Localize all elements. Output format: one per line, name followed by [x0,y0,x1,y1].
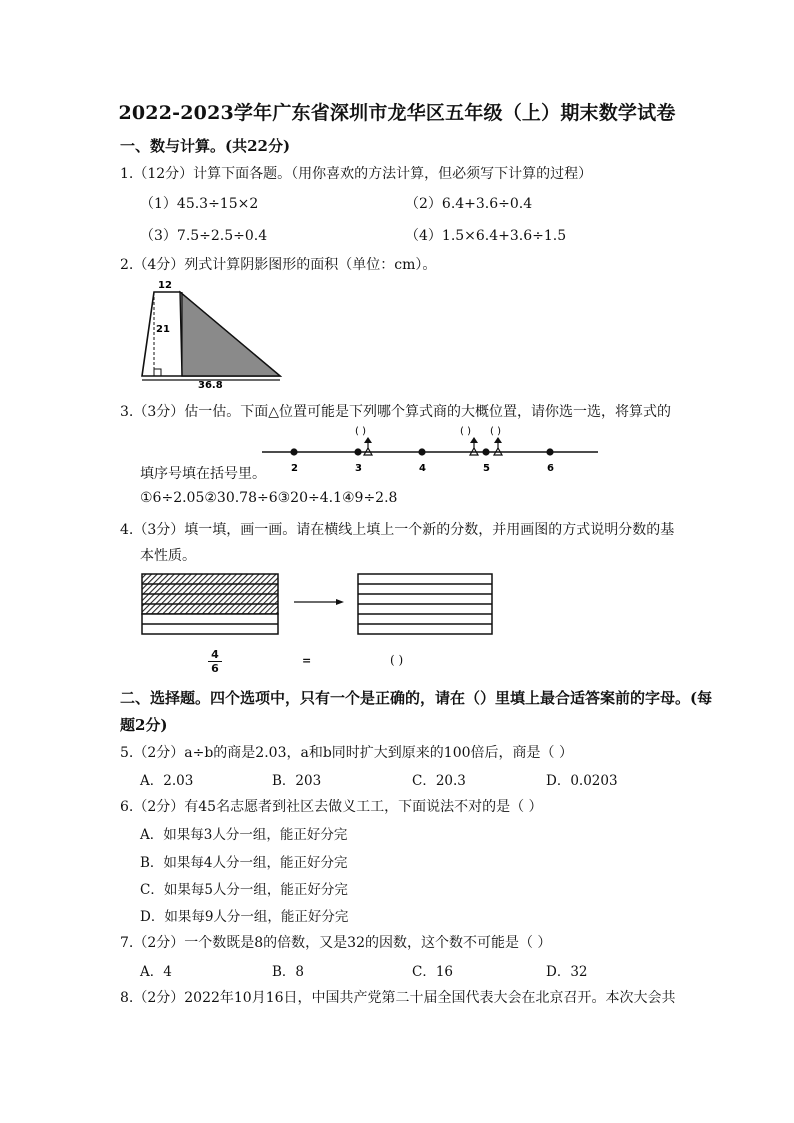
q1-item-3: （3）7.5÷2.5÷0.4 [140,228,268,244]
q6-stem: 6.（2分）有45名志愿者到社区去做义工工，下面说法不对的是（ ） [120,799,543,815]
tick-label-2: 2 [291,463,298,474]
q1-item-4: （4）1.5×6.4+3.6÷1.5 [405,228,567,244]
arrow [294,599,344,605]
left-rectangle [142,574,278,634]
tick-label-4: 4 [419,463,426,474]
q4-stem: 4.（3分）填一填，画一画。请在横线上填上一个新的分数，并用画图的方式说明分数的基 [120,522,675,538]
q5-option-c[interactable]: C．20.3 [412,773,466,789]
section-2-heading: 二、选择题。四个选项中，只有一个是正确的，请在（）里填上最合适答案前的字母。(每 [120,689,713,707]
q5-stem: 5.（2分）a÷b的商是2.03，a和b同时扩大到原来的100倍后，商是（ ） [120,745,573,761]
q7-option-a[interactable]: A．4 [140,964,172,980]
tick-label-3: 3 [355,463,362,474]
q5-option-b[interactable]: B．203 [272,773,322,789]
q1-item-1: （1）45.3÷15×2 [140,196,259,212]
label-height: 21 [156,324,170,335]
q5-option-d[interactable]: D．0.0203 [546,773,618,789]
trapezoid-figure [134,276,284,388]
q3-options: ①6÷2.05②30.78÷6③20÷4.1④9÷2.8 [140,490,398,506]
q1-item-2: （2）6.4+3.6÷0.4 [405,196,533,212]
tick-dot-2 [290,448,297,455]
tick-dot-5 [482,448,489,455]
q5-option-a[interactable]: A．2.03 [140,773,194,789]
fraction-denominator: 6 [208,661,222,675]
page-title: 2022-2023学年广东省深圳市龙华区五年级（上）期末数学试卷 [118,102,676,124]
tick-label-5: 5 [483,463,490,474]
q8-stem: 8.（2分）2022年10月16日，中国共产党第二十届全国代表大会在北京召开。本次大会共 [120,990,676,1006]
bracket-2: ( ) [460,426,471,437]
shaded-triangle [180,292,280,376]
answer-blank[interactable]: ( ) [390,653,404,667]
tick-dot-6 [546,448,553,455]
fraction-4-6 [208,648,222,675]
tick-dot-4 [418,448,425,455]
q7-option-b[interactable]: B．8 [272,964,305,980]
q6-option-b[interactable]: B．如果每4人分一组，能正好分完 [140,855,348,871]
q1-stem: 1.（12分）计算下面各题。（用你喜欢的方法计算，但必须写下计算的过程） [120,166,593,182]
number-line [262,424,602,476]
fraction-diagram [138,570,498,640]
section-2-heading-cont: 题2分) [120,716,168,734]
section-1-heading: 一、数与计算。(共22分) [120,137,291,155]
q6-option-a[interactable]: A．如果每3人分一组，能正好分完 [140,827,348,843]
tick-dot-3 [354,448,361,455]
q7-option-c[interactable]: C．16 [412,964,454,980]
bracket-3: ( ) [490,426,501,437]
right-rectangle [358,574,492,634]
q3-stem: 3.（3分）估一估。下面△位置可能是下列哪个算式商的大概位置，请你选一选，将算式的 [120,404,672,420]
q7-stem: 7.（2分）一个数既是8的倍数，又是32的因数，这个数不可能是（ ） [120,935,552,951]
bracket-1: ( ) [355,426,366,437]
q6-option-c[interactable]: C．如果每5人分一组，能正好分完 [140,882,348,898]
q7-option-d[interactable]: D．32 [546,964,588,980]
label-top: 12 [158,280,172,291]
fraction-numerator: 4 [211,648,219,661]
tick-label-6: 6 [547,463,554,474]
q4-stem-cont: 本性质。 [140,548,196,564]
q6-option-d[interactable]: D．如果每9人分一组，能正好分完 [140,909,349,925]
q2-stem: 2.（4分）列式计算阴影图形的面积（单位：cm）。 [120,257,437,273]
label-base: 36.8 [198,380,223,388]
equals-sign: = [302,654,312,667]
q3-stem-cont: 填序号填在括号里。 [140,466,266,482]
